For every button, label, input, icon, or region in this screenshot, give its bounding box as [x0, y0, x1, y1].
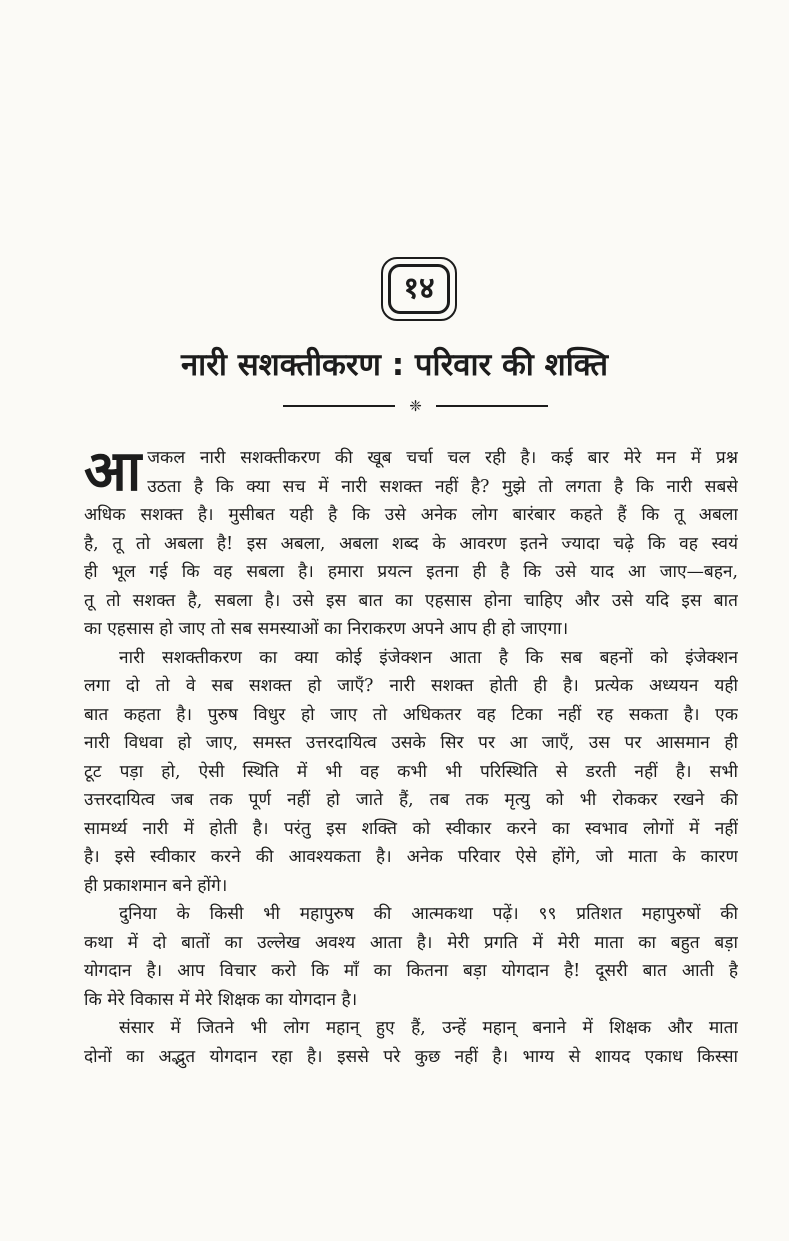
- paragraph-2: [84, 644, 738, 901]
- text-line: टूट पड़ा हो, ऐसी स्थिति में भी वह कभी भी परिस्थिति से डरती नहीं है। सभी: [84, 761, 738, 782]
- paragraph-4: [84, 1014, 738, 1071]
- ornament-line-left: [283, 405, 395, 407]
- text-line: है। इसे स्वीकार करने की आवश्यकता है। अनेक परिवार ऐसे होंगे, जो माता के कारण: [84, 847, 738, 867]
- text-line: सामर्थ्य नारी में होती है। परंतु इस शक्ति को स्वीकार करने का स्वभाव लोगों में नहीं: [84, 818, 738, 839]
- text-line: है, तू तो अबला है! इस अबला, अबला शब्द के आवरण इतने ज्यादा चढ़े कि वह स्वयं: [84, 533, 738, 554]
- text-line: जकल नारी सशक्तीकरण की खूब चर्चा चल रही है। कई बार मेरे मन में प्रश्न: [147, 448, 738, 468]
- chapter-title: नारी सशक्तीकरण : परिवार की शक्ति: [180, 347, 609, 383]
- title-ornament: [283, 396, 548, 416]
- paragraph-1: [84, 439, 738, 644]
- text-line: अधिक सशक्त है। मुसीबत यही है कि उसे अनेक लोग बारंबार कहते हैं कि तू अबला: [84, 505, 738, 525]
- text-line: नारी सशक्तीकरण का क्या कोई इंजेक्शन आता है कि सब बहनों को इंजेक्शन: [119, 647, 738, 668]
- ornament-line-right: [436, 405, 548, 407]
- text-line: का एहसास हो जाए तो सब समस्याओं का निराकरण अपने आप ही हो जाएगा।: [84, 619, 569, 639]
- text-line: दोनों का अद्भुत योगदान रहा है। इससे परे कुछ नहीं है। भाग्य से शायद एकाध किस्सा: [84, 1046, 738, 1067]
- flourish-icon: ❈: [409, 397, 422, 415]
- text-line: कथा में दो बातों का उल्लेख अवश्य आता है। मेरी प्रगति में मेरी माता का बहुत बड़ा: [84, 932, 738, 953]
- text-line: तू तो सशक्त है, सबला है। उसे इस बात का एहसास होना चाहिए और उसे यदि इस बात: [84, 590, 738, 611]
- text-line: कि मेरे विकास में मेरे शिक्षक का योगदान है।: [84, 989, 358, 1010]
- paragraph-3: [84, 900, 738, 1014]
- chapter-number-badge: [381, 257, 457, 321]
- text-line: संसार में जितने भी लोग महान् हुए हैं, उन्हें महान् बनाने में शिक्षक और माता: [119, 1018, 738, 1038]
- text-line: उठता है कि क्या सच में नारी सशक्त नहीं है? मुझे तो लगता है कि नारी सबसे: [147, 476, 738, 497]
- text-line: दुनिया के किसी भी महापुरुष की आत्मकथा पढ़ें। ९९ प्रतिशत महापुरुषों की: [119, 904, 738, 924]
- text-line: ही भूल गई कि वह सबला है। हमारा प्रयत्न इतना ही है कि उसे याद आ जाए—बहन,: [84, 562, 738, 582]
- text-line: उत्तरदायित्व जब तक पूर्ण नहीं हो जाते हैं, तब तक मृत्यु को भी रोककर रखने की: [84, 790, 738, 810]
- chapter-number: १४: [388, 264, 450, 314]
- text-line: बात कहता है। पुरुष विधुर हो जाए तो अधिकतर वह टिका नहीं रह सकता है। एक: [84, 704, 738, 725]
- text-line: ही प्रकाशमान बने होंगे।: [84, 875, 228, 896]
- drop-cap: आ: [84, 439, 142, 504]
- text-line: लगा दो तो वे सब सशक्त हो जाएँ? नारी सशक्त होती ही है। प्रत्येक अध्ययन यही: [84, 676, 738, 696]
- text-line: नारी विधवा हो जाए, समस्त उत्तरदायित्व उसके सिर पर आ जाएँ, उस पर आसमान ही: [84, 733, 738, 753]
- text-line: योगदान है। आप विचार करो कि माँ का कितना बड़ा योगदान है! दूसरी बात आती है: [84, 961, 738, 981]
- body-text: [84, 439, 738, 1071]
